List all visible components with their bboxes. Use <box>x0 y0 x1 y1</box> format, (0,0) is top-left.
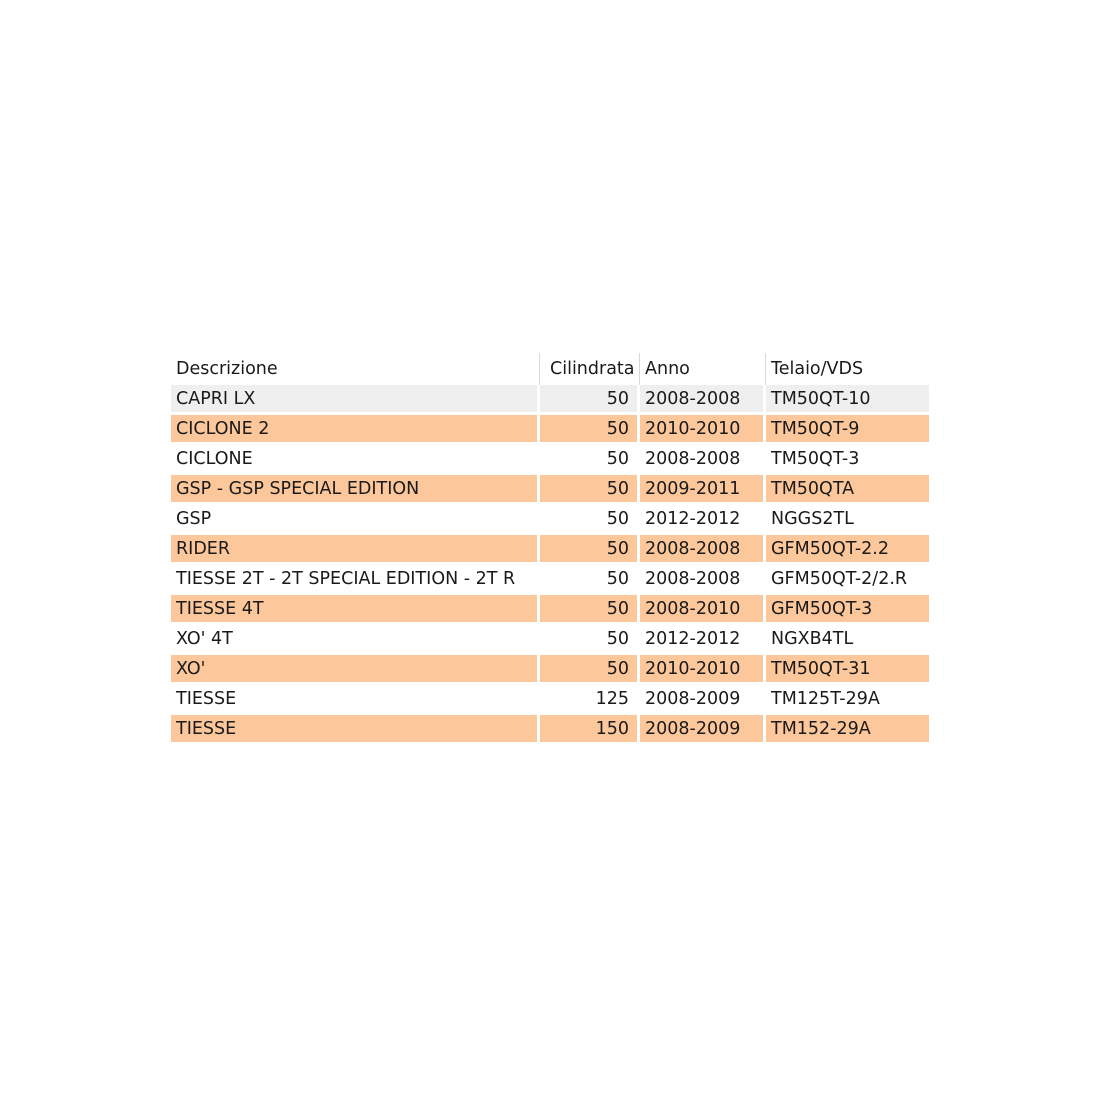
table-row[interactable] <box>171 565 929 595</box>
table-row[interactable] <box>171 535 929 565</box>
column-header-description[interactable]: Descrizione <box>171 353 540 385</box>
table-row[interactable] <box>171 685 929 715</box>
cell-frame: NGXB4TL <box>766 625 929 655</box>
cell-description: TIESSE <box>171 715 540 745</box>
cell-description: RIDER <box>171 535 540 565</box>
cell-description: CAPRI LX <box>171 385 540 415</box>
cell-frame: NGGS2TL <box>766 505 929 535</box>
cell-year: 2010-2010 <box>640 655 766 685</box>
cell-displacement: 50 <box>540 415 640 445</box>
cell-frame: TM152-29A <box>766 715 929 745</box>
cell-year: 2012-2012 <box>640 625 766 655</box>
cell-displacement: 50 <box>540 565 640 595</box>
table-row[interactable] <box>171 505 929 535</box>
cell-description: TIESSE 2T - 2T SPECIAL EDITION - 2T R <box>171 565 540 595</box>
table-header <box>171 353 929 385</box>
cell-year: 2008-2009 <box>640 685 766 715</box>
cell-description: CICLONE <box>171 445 540 475</box>
cell-displacement: 50 <box>540 505 640 535</box>
cell-frame: GFM50QT-3 <box>766 595 929 625</box>
cell-year: 2009-2011 <box>640 475 766 505</box>
header-row <box>171 353 929 385</box>
cell-year: 2012-2012 <box>640 505 766 535</box>
cell-year: 2008-2008 <box>640 445 766 475</box>
table-row[interactable] <box>171 445 929 475</box>
table-row[interactable] <box>171 715 929 745</box>
cell-frame: TM50QT-9 <box>766 415 929 445</box>
column-header-frame[interactable]: Telaio/VDS <box>771 359 864 379</box>
table-row[interactable] <box>171 595 929 625</box>
cell-frame: TM125T-29A <box>766 685 929 715</box>
column-header-displacement[interactable]: Cilindrata <box>540 353 640 385</box>
cell-description: GSP <box>171 505 540 535</box>
cell-year: 2008-2008 <box>640 535 766 565</box>
table-row[interactable] <box>171 385 929 415</box>
cell-year: 2010-2010 <box>640 415 766 445</box>
cell-displacement: 50 <box>540 385 640 415</box>
cell-displacement: 50 <box>540 595 640 625</box>
cell-year: 2008-2010 <box>640 595 766 625</box>
table-row[interactable] <box>171 655 929 685</box>
cell-description: TIESSE 4T <box>171 595 540 625</box>
table-row[interactable] <box>171 415 929 445</box>
cell-description: GSP - GSP SPECIAL EDITION <box>171 475 540 505</box>
cell-year: 2008-2009 <box>640 715 766 745</box>
cell-displacement: 125 <box>540 685 640 715</box>
cell-year: 2008-2008 <box>640 385 766 415</box>
cell-description: XO' <box>171 655 540 685</box>
vehicle-compatibility-table <box>171 353 929 745</box>
cell-displacement: 50 <box>540 535 640 565</box>
cell-description: TIESSE <box>171 685 540 715</box>
cell-frame: TM50QT-10 <box>766 385 929 415</box>
cell-description: XO' 4T <box>171 625 540 655</box>
cell-year: 2008-2008 <box>640 565 766 595</box>
cell-frame: TM50QT-3 <box>766 445 929 475</box>
cell-frame: GFM50QT-2/2.R <box>766 565 929 595</box>
cell-frame: TM50QTA <box>766 475 929 505</box>
cell-displacement: 50 <box>540 625 640 655</box>
table-row[interactable] <box>171 475 929 505</box>
cell-displacement: 50 <box>540 475 640 505</box>
cell-frame: TM50QT-31 <box>766 655 929 685</box>
column-header-year[interactable]: Anno <box>640 353 766 385</box>
cell-displacement: 50 <box>540 445 640 475</box>
cell-description: CICLONE 2 <box>171 415 540 445</box>
table-row[interactable] <box>171 625 929 655</box>
cell-displacement: 150 <box>540 715 640 745</box>
cell-frame: GFM50QT-2.2 <box>766 535 929 565</box>
table-body <box>171 385 929 745</box>
cell-displacement: 50 <box>540 655 640 685</box>
